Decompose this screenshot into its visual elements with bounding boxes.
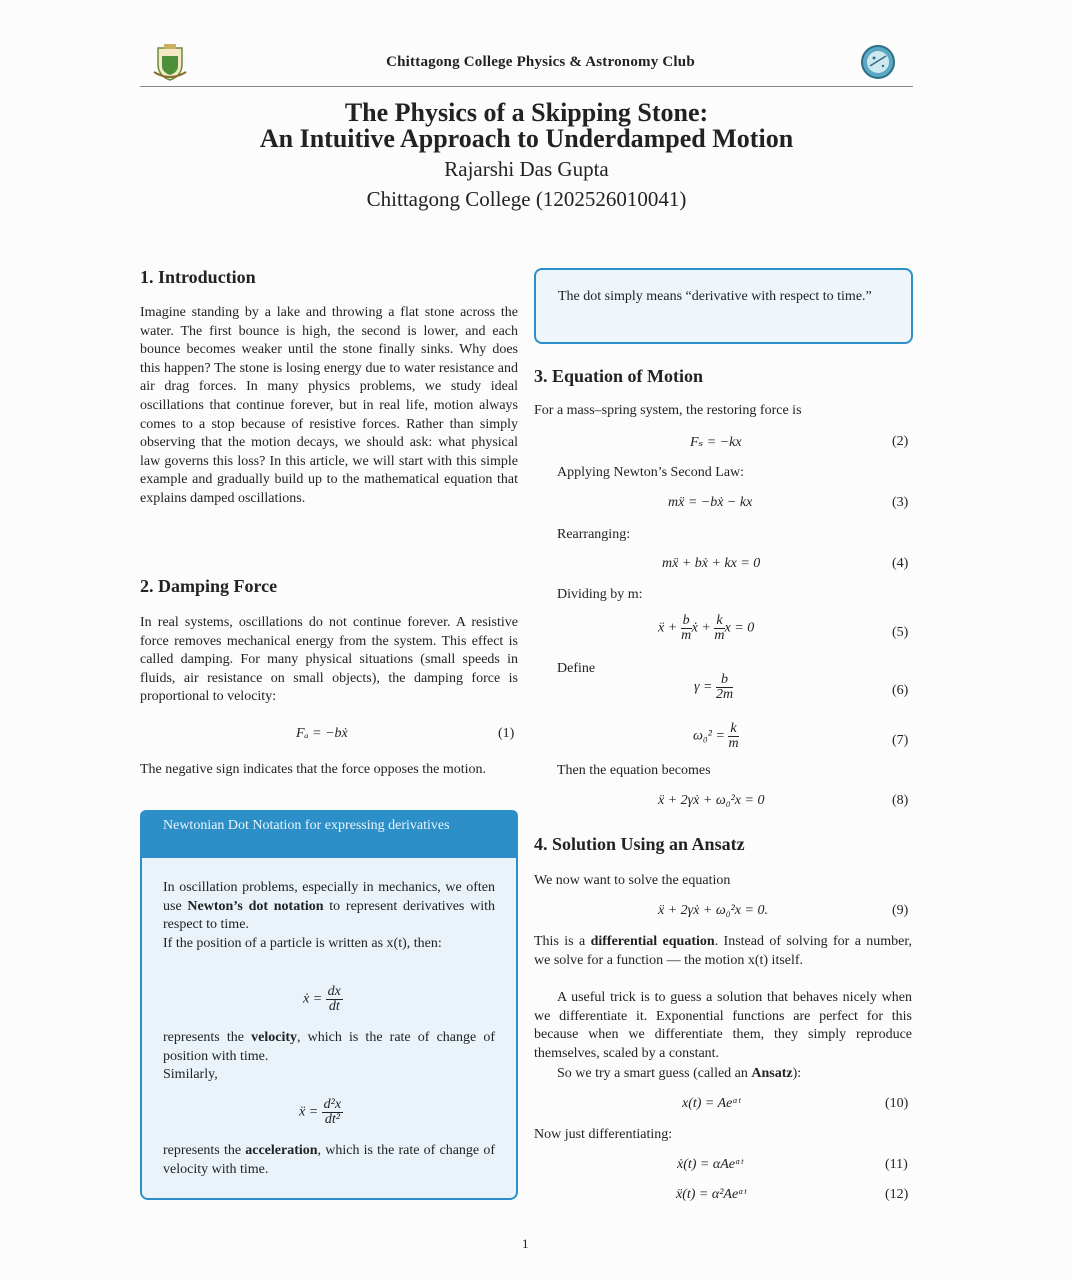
introduction-paragraph: Imagine standing by a lake and throwing a flat stone across the water. The first bounce is high, the second is lower, and each bounce becomes weaker until the stone finally sinks. Why does this happen? The stone is losing energy due to water resistance and air drag forces. In many physics problems, we study ideal oscillations that continue forever, but in real life, motion always comes to a stop because of resistive forces. Rather than simply observing that the motion decays, we should ask: what physical law governs this loss? In this article, we will start with this simple example and gradually build up to the mathematical equation that explains damped oscillations. bbox=[140, 305, 518, 506]
box-paragraph-4: Similarly, bbox=[163, 1067, 218, 1082]
equation-1: Fₐ = −bẋ bbox=[296, 726, 348, 741]
box-paragraph-5: represents the acceleration, which is the rate of change of velocity with time. bbox=[163, 1143, 495, 1177]
equation-10: x(t) = Aeᵅᵗ bbox=[682, 1096, 741, 1111]
dividing-text: Dividing by m: bbox=[557, 587, 643, 602]
section-heading-introduction: 1. Introduction bbox=[140, 267, 256, 287]
dot-meaning-note-text: The dot simply means “derivative with respect to time.” bbox=[558, 289, 872, 304]
dot-notation-box-header bbox=[140, 810, 518, 858]
equation-11: ẋ(t) = αAeᵅᵗ bbox=[677, 1157, 743, 1172]
ansatz-paragraph-2: A useful trick is to guess a solution that behaves nicely when we differentiate it. Exponential functions are perfect for this because when we differentiate them, they simply reproduce themselves, scaled by a constant. bbox=[534, 990, 912, 1061]
equation-3: mẍ = −bẋ − kx bbox=[668, 495, 753, 510]
equation-6: γ = $\frac{b}{2m}$ bbox=[694, 672, 734, 702]
equation-12-number: (12) bbox=[885, 1187, 909, 1202]
equation-9: ẍ + 2γẋ + ω₀²x = 0. bbox=[658, 903, 768, 918]
box-paragraph-1: In oscillation problems, especially in mechanics, we often use Newton’s dot notation to represent derivatives with respect to time. bbox=[163, 880, 495, 933]
rearranging-text: Rearranging: bbox=[557, 527, 631, 542]
box-paragraph-2: If the position of a particle is written as x(t), then: bbox=[163, 936, 442, 951]
affiliation: Chittagong College (1202526010041) bbox=[366, 187, 687, 211]
equation-4-number: (4) bbox=[892, 556, 909, 571]
equation-2: Fₛ = −kx bbox=[690, 435, 742, 450]
newton-law-text: Applying Newton’s Second Law: bbox=[557, 465, 745, 480]
dot-meaning-note bbox=[534, 268, 913, 344]
page-number: 1 bbox=[522, 1236, 529, 1251]
section-heading-equation-of-motion: 3. Equation of Motion bbox=[534, 366, 704, 386]
box-paragraph-3: represents the velocity, which is the rate of change of position with time. bbox=[163, 1030, 495, 1064]
ansatz-paragraph-3: So we try a smart guess (called an Ansatz): bbox=[557, 1066, 802, 1081]
equation-3-number: (3) bbox=[892, 495, 909, 510]
then-text: Then the equation becomes bbox=[557, 763, 711, 778]
equation-7-number: (7) bbox=[892, 733, 909, 748]
title-line-2: An Intuitive Approach to Underdamped Motion bbox=[259, 124, 794, 153]
equation-5-number: (5) bbox=[892, 625, 909, 640]
differentiating-text: Now just differentiating: bbox=[534, 1127, 673, 1142]
astronomy-club-icon bbox=[860, 44, 896, 80]
header-rule bbox=[140, 86, 913, 87]
equation-12: ẍ(t) = α²Aeᵅᵗ bbox=[676, 1187, 747, 1202]
author: Rajarshi Das Gupta bbox=[444, 157, 609, 181]
title-line-1: The Physics of a Skipping Stone: bbox=[344, 98, 709, 127]
equation-9-number: (9) bbox=[892, 903, 909, 918]
define-text: Define bbox=[557, 661, 596, 676]
club-name: Chittagong College Physics & Astronomy Club bbox=[386, 54, 695, 70]
equation-2-number: (2) bbox=[892, 434, 909, 449]
equation-11-number: (11) bbox=[885, 1157, 908, 1172]
ansatz-paragraph-1: This is a differential equation. Instead of solving for a number, we solve for a function — the motion x(t) itself. bbox=[534, 934, 912, 968]
eom-intro: For a mass–spring system, the restoring force is bbox=[534, 403, 802, 418]
ansatz-want-text: We now want to solve the equation bbox=[534, 873, 731, 888]
equation-1-number: (1) bbox=[498, 726, 515, 741]
velocity-equation: ẋ = $\frac{dx}{dt}$ bbox=[303, 984, 341, 1014]
equation-8: ẍ + 2γẋ + ω₀²x = 0 bbox=[658, 793, 765, 808]
damping-paragraph: In real systems, oscillations do not continue forever. A resistive force removes mechanical energy from the system. This effect is called damping. For many physical situations (small speeds in fluids, air resistance on small objects), the damping force is proportional to velocity: bbox=[140, 615, 518, 705]
dot-notation-box-title: Newtonian Dot Notation for expressing derivatives bbox=[163, 818, 450, 833]
equation-6-number: (6) bbox=[892, 683, 909, 698]
section-heading-damping-force: 2. Damping Force bbox=[140, 576, 278, 596]
equation-7: ω₀² = $\frac{k}{m}$ bbox=[693, 721, 739, 751]
equation-4: mẍ + bẋ + kx = 0 bbox=[662, 556, 761, 571]
equation-8-number: (8) bbox=[892, 793, 909, 808]
damping-after-paragraph: The negative sign indicates that the force opposes the motion. bbox=[140, 762, 487, 777]
acceleration-equation: ẍ = $\frac{\text{d²x}}{\text{dt²}}$ bbox=[299, 1097, 342, 1127]
equation-10-number: (10) bbox=[885, 1096, 909, 1111]
section-heading-ansatz: 4. Solution Using an Ansatz bbox=[534, 834, 745, 854]
equation-5: ẍ + $\frac{b}{m}$ ẋ + $\frac{k}{m}$ x = 0 bbox=[658, 613, 755, 643]
